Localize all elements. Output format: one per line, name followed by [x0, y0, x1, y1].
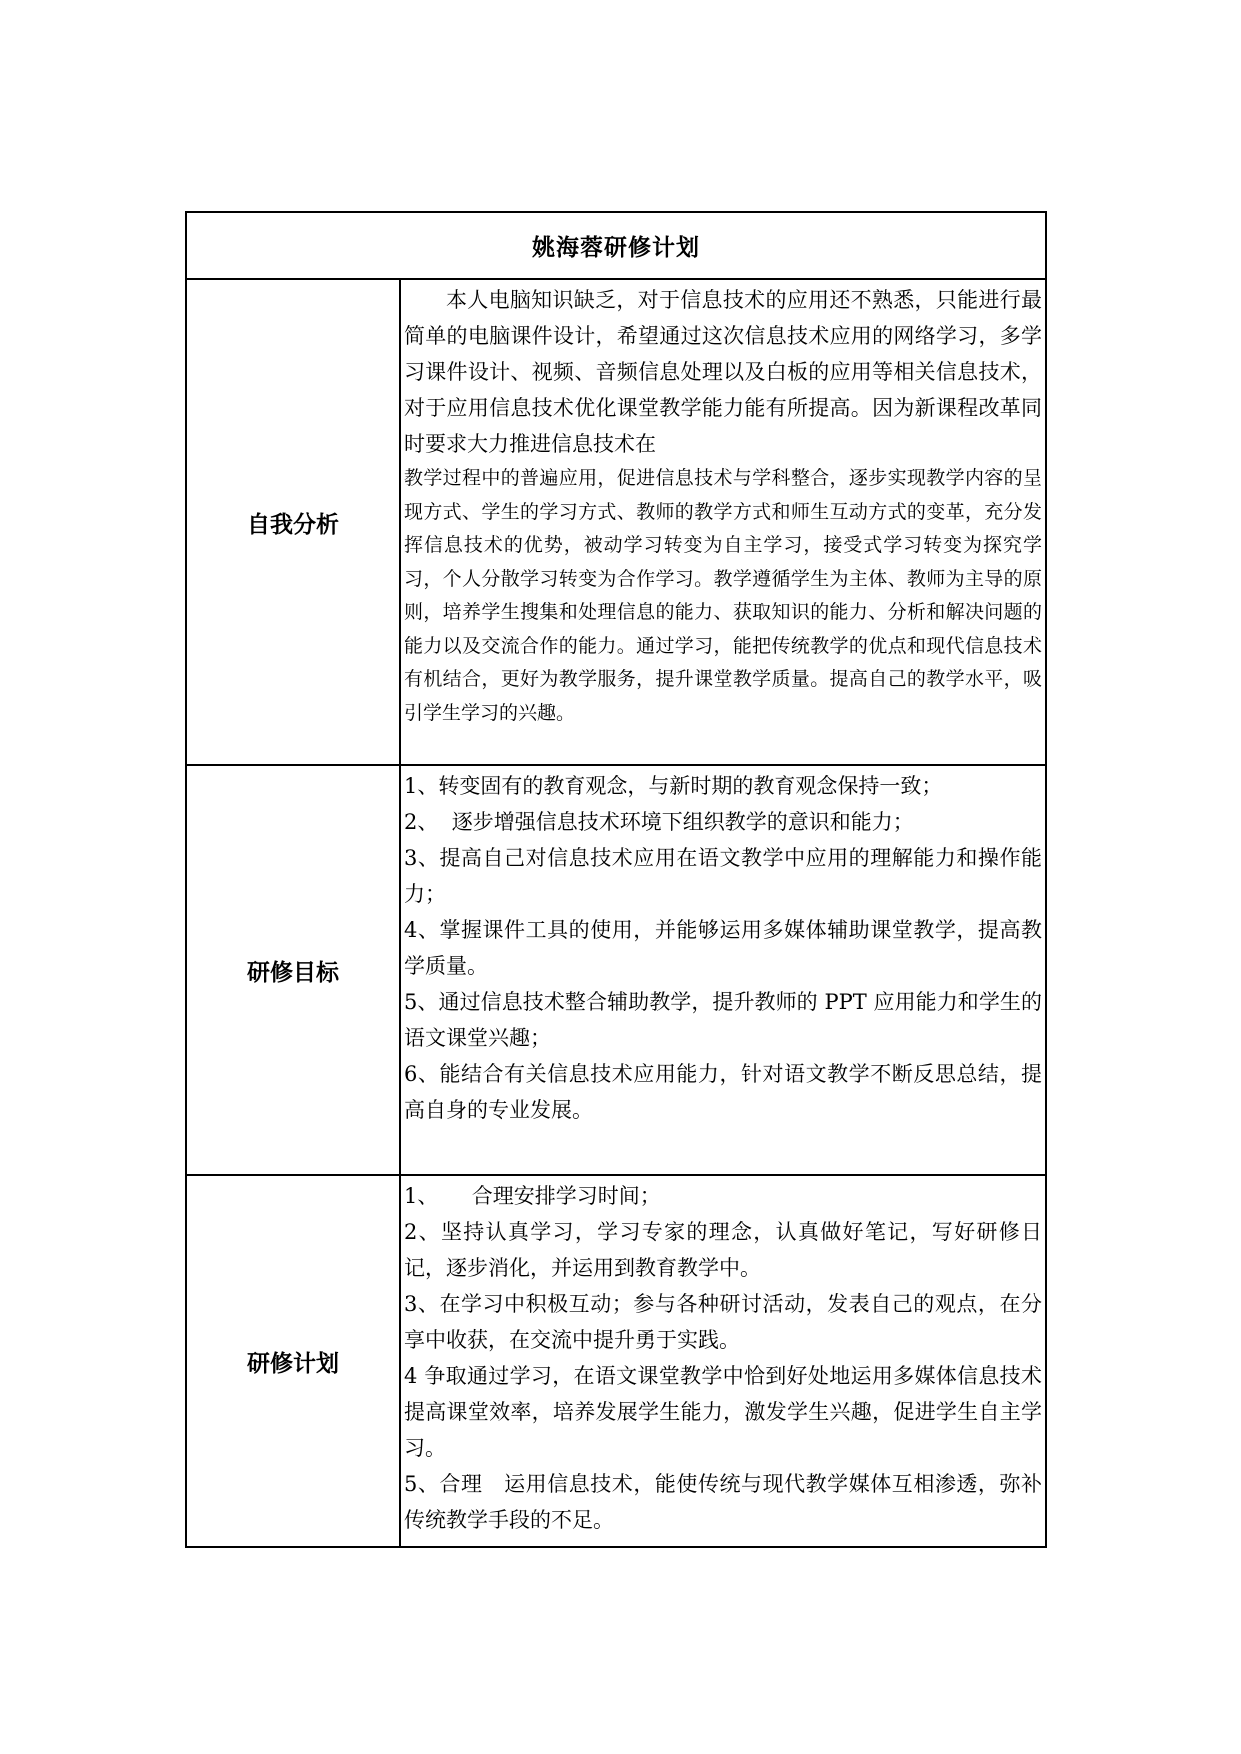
plan-item: 2、坚持认真学习，学习专家的理念，认真做好笔记，写好研修日记，逐步消化，并运用到教育教学中。 [404, 1220, 1042, 1280]
analysis-label: 自我分析 [186, 279, 400, 765]
analysis-content [400, 279, 1046, 765]
goal-item: 5、通过信息技术整合辅助教学，提升教师的 PPT 应用能力和学生的语文课堂兴趣； [404, 990, 1042, 1050]
goals-row [186, 765, 1046, 1175]
plan-content [400, 1175, 1046, 1547]
plan-label: 研修计划 [186, 1175, 400, 1547]
goals-label: 研修目标 [186, 765, 400, 1175]
goal-item: 4、掌握课件工具的使用，并能够运用多媒体辅助课堂教学，提高教学质量。 [404, 918, 1042, 978]
goal-item: 1、转变固有的教育观念，与新时期的教育观念保持一致； [404, 774, 943, 798]
title-row [186, 212, 1046, 279]
plan-table [185, 211, 1047, 1548]
goal-item: 3、提高自己对信息技术应用在语文教学中应用的理解能力和操作能力； [404, 846, 1042, 906]
plan-item: 5、合理 运用信息技术，能使传统与现代教学媒体互相渗透，弥补传统教学手段的不足。 [404, 1472, 1042, 1532]
plan-item: 4 争取通过学习，在语文课堂教学中恰到好处地运用多媒体信息技术提高课堂效率，培养发展学生能力，激发学生兴趣，促进学生自主学习。 [404, 1364, 1042, 1460]
page-title: 姚海蓉研修计划 [186, 212, 1046, 279]
goal-item: 6、能结合有关信息技术应用能力，针对语文教学不断反思总结，提高自身的专业发展。 [404, 1062, 1042, 1122]
plan-item: 1、 合理安排学习时间； [404, 1184, 661, 1208]
analysis-paragraph-1: 本人电脑知识缺乏，对于信息技术的应用还不熟悉，只能进行最简单的电脑课件设计，希望通过这次信息技术应用的网络学习，多学习课件设计、视频、音频信息处理以及白板的应用等相关信息技术，对于应用信息技术优化课堂教学能力能有所提高。因为新课程改革同时要求大力推进信息技术在 [404, 288, 1042, 456]
analysis-paragraph-2: 教学过程中的普遍应用，促进信息技术与学科整合，逐步实现教学内容的呈现方式、学生的学习方式、教师的教学方式和师生互动方式的变革，充分发挥信息技术的优势，被动学习转变为自主学习，接受式学习转变为探究学习，个人分散学习转变为合作学习。教学遵循学生为主体、教师为主导的原则，培养学生搜集和处理信息的能力、获取知识的能力、分析和解决问题的能力以及交流合作的能力。通过学习，能把传统教学的优点和现代信息技术有机结合，更好为教学服务，提升课堂教学质量。提高自己的教学水平，吸引学生学习的兴趣。 [404, 467, 1042, 724]
plan-item: 3、在学习中积极互动；参与各种研讨活动，发表自己的观点，在分享中收获，在交流中提升勇于实践。 [404, 1292, 1042, 1352]
goal-item: 2、 逐步增强信息技术环境下组织教学的意识和能力； [404, 810, 914, 834]
analysis-row [186, 279, 1046, 765]
plan-row [186, 1175, 1046, 1547]
goals-content [400, 765, 1046, 1175]
